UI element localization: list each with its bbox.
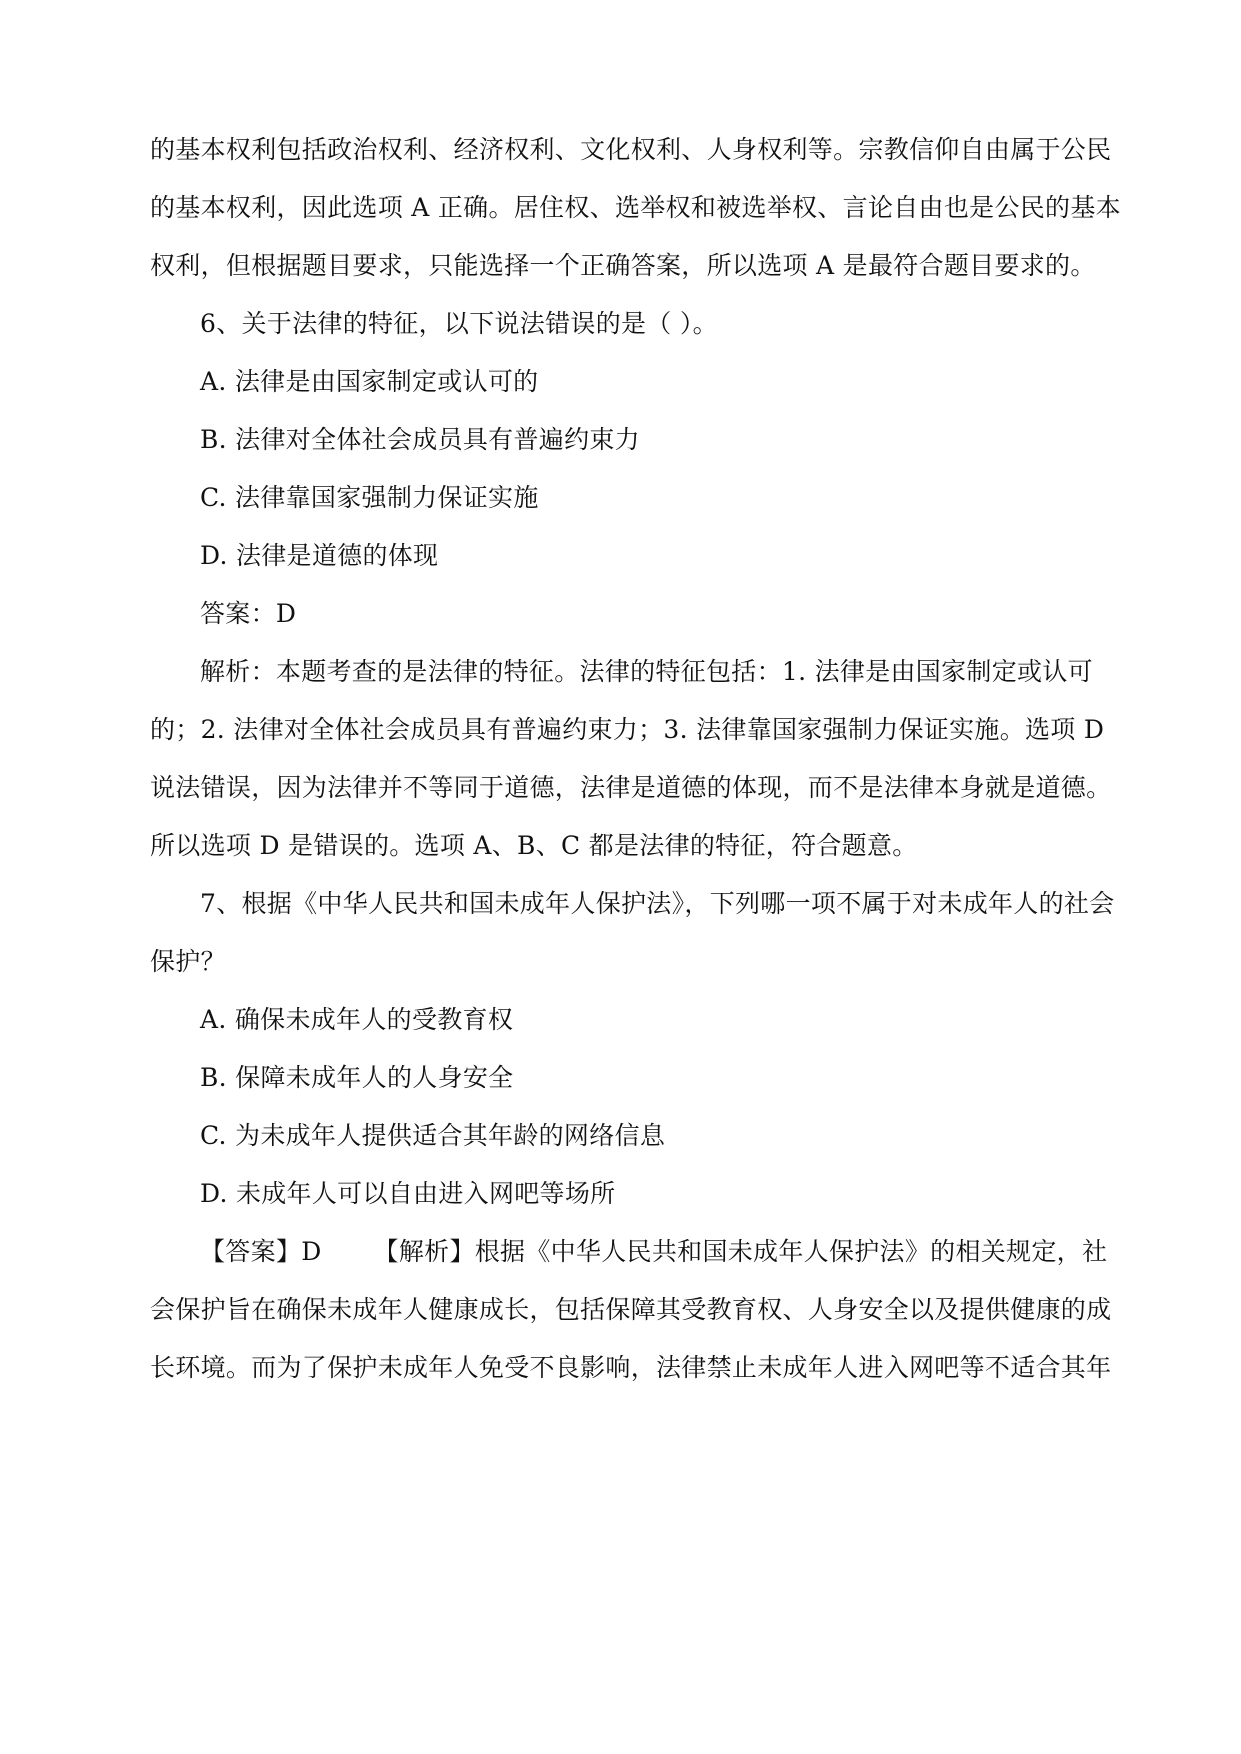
question-6-analysis-line: 所以选项 D 是错误的。选项 A、B、C 都是法律的特征，符合题意。 [150, 831, 918, 860]
question-6-option-c: C. 法律靠国家强制力保证实施 [200, 483, 539, 512]
paragraph-line: 权利，但根据题目要求，只能选择一个正确答案，所以选项 A 是最符合题目要求的。 [150, 251, 1096, 280]
question-6-option-b: B. 法律对全体社会成员具有普遍约束力 [200, 425, 640, 454]
question-7-answer-analysis-line [200, 1236, 1150, 1268]
question-7-option-b: B. 保障未成年人的人身安全 [200, 1063, 514, 1092]
question-6-analysis-line: 的；2. 法律对全体社会成员具有普遍约束力；3. 法律靠国家强制力保证实施。选项 D [150, 715, 1105, 744]
question-6-option-d: D. 法律是道德的体现 [200, 541, 439, 570]
question-7-option-a: A. 确保未成年人的受教育权 [200, 1005, 514, 1034]
paragraph-line: 的基本权利包括政治权利、经济权利、文化权利、人身权利等。宗教信仰自由属于公民 [150, 135, 1112, 164]
paragraph-line: 的基本权利，因此选项 A 正确。居住权、选举权和被选举权、言论自由也是公民的基本 [150, 193, 1121, 222]
question-7-answer: 【答案】D [200, 1237, 322, 1266]
question-6-analysis-line: 说法错误，因为法律并不等同于道德，法律是道德的体现，而不是法律本身就是道德。 [150, 773, 1112, 802]
question-6-analysis-line: 解析：本题考查的是法律的特征。法律的特征包括：1. 法律是由国家制定或认可 [200, 657, 1093, 686]
question-7-option-d: D. 未成年人可以自由进入网吧等场所 [200, 1179, 616, 1208]
question-7-analysis-line: 会保护旨在确保未成年人健康成长，包括保障其受教育权、人身安全以及提供健康的成 [150, 1295, 1112, 1324]
question-6-stem: 6、关于法律的特征，以下说法错误的是（ ）。 [200, 309, 718, 338]
question-6-answer: 答案：D [200, 599, 297, 628]
question-7-analysis-line: 长环境。而为了保护未成年人免受不良影响，法律禁止未成年人进入网吧等不适合其年 [150, 1353, 1112, 1382]
question-6-option-a: A. 法律是由国家制定或认可的 [200, 367, 539, 396]
question-7-stem-line: 7、根据《中华人民共和国未成年人保护法》，下列哪一项不属于对未成年人的社会 [200, 889, 1115, 918]
question-7-analysis-start: 【解析】根据《中华人民共和国未成年人保护法》的相关规定，社 [373, 1237, 1108, 1266]
question-7-stem-line: 保护？ [150, 947, 226, 976]
question-7-option-c: C. 为未成年人提供适合其年龄的网络信息 [200, 1121, 666, 1150]
